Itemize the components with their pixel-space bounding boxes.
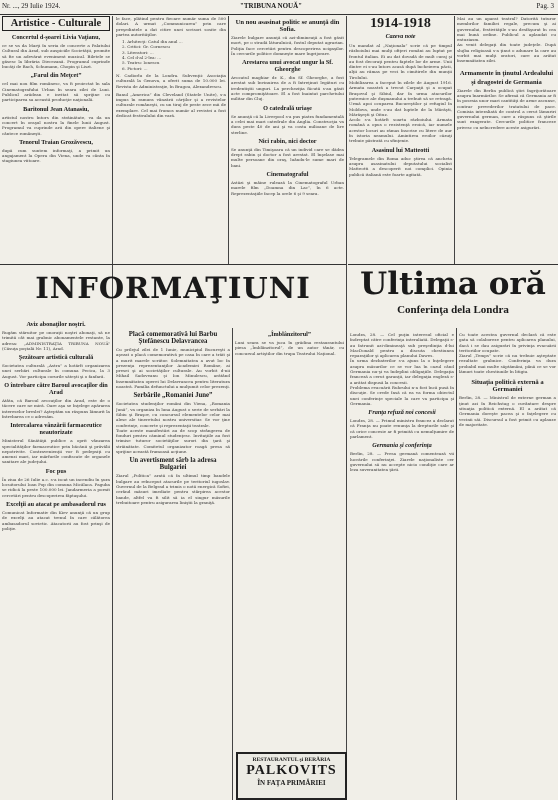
article-text: Au venit delegaţi din toate judeţele. După slujba religioasă s-a ţinut o adunare la care au vorbit mai mulţi oratori, care au arătat însemnătatea zilei. — [457, 42, 556, 64]
news-column — [231, 16, 344, 262]
column-rule — [232, 328, 233, 800]
article-heading: Situaţia politică externă a Germaniei — [471, 379, 544, 394]
history-title: 1914-1918 — [370, 16, 431, 31]
article-heading: Concertul d-şoarei Livia Vaţianu, — [11, 34, 101, 41]
article-heading: Şezătoare artistică culturală — [18, 354, 94, 362]
article-heading: Excelţii au atacat pe ambasadorul rus — [6, 500, 106, 508]
ad-line: RESTAURANTUL şi BERĂRIA — [252, 757, 331, 763]
article-heading: Baritonul Jean Atanasiu, — [23, 105, 89, 113]
restaurant-ad — [236, 752, 347, 800]
article-text: Ziarele bulgare anunţă că azi-dimineaţă a fost găsit mort, pe o stradă lăturalnică, fostul deputat agrarian. Poliţia face cercetări pentru descoperirea ucigaşilor. În cercurile politice domneşte mare îngrijorare. — [231, 35, 344, 56]
list-item: 1. Arhitecţi: Catul din anul ... — [122, 39, 183, 45]
article-text: Ziarul „Politica” arată că în ultimul timp bandele bulgare au reînceput atacurile pe teritoriul iugoslav. Guvernul de la Belgrad a trimis o notă energică Sofiei, cerând măsuri imediate pentru stârpirea acestor bande, altfel va fi silit să ia el singur măsurile trebuitoare pentru asigurarea liniştii la graniţă. — [116, 473, 230, 505]
article-heading: Arestarea unui avocat ungur la Sf. Gheorghe — [242, 59, 333, 74]
article-text: N. Cadiorlu de la Londra. Subvenţii: Asociaţia culturală la Genova, a oferit suma de 10.000 lei. Revista de Administraţie, în Bragou, Alexandrescu. — [116, 72, 226, 89]
article-text: ce se va da Marţi în seria de concerte a Palatului Cultural din Arad, sub auspiciile Societăţii, promite să fie un adevărat eveniment muzical. Biletele se găsesc la librăria Diecezană. Programul cuprinde bucăţi de Bach, Schumann, Chopin şi Liszt. — [2, 43, 110, 70]
article-text: Banul „America” din Cleveland (Statele Unite), s-a impus în ramura vânzării cărţilor şi a revistelor culturale româneşti, cu un tiraj de peste zece mii de exemplare. Cel mai frumos număr al revistei a fost dedicat festivalului din vară. — [116, 91, 226, 119]
ultima-ora-column-1 — [350, 332, 454, 800]
ad-line: ÎN FAŢA PRIMĂRIEI — [257, 779, 326, 787]
column-rule — [454, 16, 455, 264]
article-heading: Germania şi conferinţa — [372, 442, 432, 450]
list-item: 4. Cel d-al 2-lea: ... — [122, 55, 162, 61]
article-heading: O întrebare către Baroul avocaţilor din Arad — [4, 382, 108, 397]
masthead-title: "TRIBUNA NOUĂ" — [240, 2, 303, 10]
article-text: Mobilizarea a început în zilele de August 1916. Armata noastră a trecut Carpaţii şi a ocupat Braşovul şi Sibiul, dar în urma atacurilor puternice ale duşmanului a trebuit să se retragă. Urmă apoi ocuparea Bucureştilor şi refugiul în Moldova, unde s-au dat luptele de la Mărăşti, Mărăşeşti şi Oituz. — [349, 80, 452, 117]
article-heading: Un nou asasinat politic se anunţă din Sofia. — [235, 19, 340, 33]
column-rule — [228, 16, 229, 264]
column-rule — [456, 328, 457, 800]
article-text: Telegramele din Roma aduc ştirea că ancheta asupra asasinatului deputatului socialist Matteotti a descoperit noi complici. Opinia publică italiană este foarte agitată. — [349, 155, 452, 177]
article-text: Astăzi şi mâine rulează la Cinematograful Urban marele film „Doamna din Lac”, în 6 acte. Reprezentaţiile încep la orele 6 şi 9 seara. — [231, 180, 344, 196]
list-item: 5. Teatru: Ionescu — [122, 60, 160, 66]
article-heading: Intercalarea vânzării farmaceutice neautorizate — [10, 422, 102, 437]
list-item: 2. Critici: Gr. Cornescu — [122, 44, 170, 50]
awards-list — [116, 39, 226, 71]
article-text: Londra, 28. — Cel puţin interesul oficial e îndreptat către conferinţa interaliată. Delegaţii s-au întrunit azi-dimineaţă sub preşedinţia d-lui MacDonald pentru a discuta chestiunea reparaţiilor şi aplicarea planului Dawes. — [350, 332, 454, 359]
list-item: 6. Pictori: ... — [122, 65, 148, 71]
article-text: Cu prilejul zilei de 1 Iunie, municipiul Bucureşti a aşezat o placă comemorativă pe casa în care a trăit şi a murit marele scriitor. Solemnitatea a avut loc în prezenţa reprezentanţilor Academiei Române, ai presei şi ai societăţilor culturale. Au vorbit d-nii Mihail Sadoveanu şi Ion Minulescu, arătând însemnătatea operei lui Delavrancea pentru literatura noastră. Familia defunctului a mulţumit celor prezenţi. — [116, 347, 230, 390]
ultima-ora-subtitle: Conferinţa dela Londra — [397, 304, 509, 316]
article-text: Ziarele din Berlin publică ştiri îngrijorătoare asupra înarmărilor. Se afirmă că Germania ar fi în posesia unor mari cantităţi de arme ascunse, contrar prevederilor tratatului de pace. Comisia interaliată de control a cerut lămuriri guvernului german, care a răspuns că ştirile sunt exagerate. Cercurile politice franceze privesc cu neîncredere aceste asigurări. — [457, 87, 556, 130]
article-text: Luni seara se va juca în grădina restaurantului piesa „Îmblânzitorul”, de un autor tânăr, cu concursul artiştilor din trupa Teatrului Naţional. — [235, 340, 344, 356]
news-column-lower — [235, 328, 344, 748]
article-heading: Armamente în ţinutul Ardealului — [459, 69, 554, 77]
column-rule — [112, 16, 113, 264]
history-subtitle: Cazeva note — [385, 34, 416, 40]
article-text: Se anunţă din Timişoara că un individ care se dădea drept rabin şi doctor a fost arestat. El înşelase mai multe persoane din oraş, luându-le sume mari de bani. — [231, 146, 344, 168]
article-heading: Nici rabin, nici doctor — [258, 137, 317, 145]
masthead — [0, 0, 558, 15]
article-text: Se anunţă că la Liverpool s-a pus piatra fundamentală a celei mai mari catedrale din Anglia. Construcţia va dura peste 40 de ani şi va costa milioane de lire sterline. — [231, 113, 344, 135]
article-heading: Tenorul Traian Grozăvescu, — [19, 138, 93, 146]
article-heading: Placă comemorativă lui Barbu Ştefănescu Delavrancea — [128, 331, 218, 345]
article-heading: O catedrală uriaşe — [263, 104, 312, 112]
right-column — [457, 16, 556, 262]
article-heading: Aviz abonaţilor noştri. — [26, 321, 86, 328]
article-heading: Un avertisment sârb la adresa Bulgariei — [129, 457, 217, 472]
article-text: Londra, 28. — Primul ministru francez a declarat că Franţa nu poate renunţa la drepturile sale şi că orice concesie ar fi primită cu nemulţumire de parlament. — [350, 418, 454, 440]
article-text: le face, plătind pentru fiecare număr suma de 500 dolari. A urmat „Communicarea” prin care preşedintele a dat citire unei scrisori sosite din partea autorităţilor. — [116, 16, 226, 37]
informatiuni-title: INFORMAŢIUNI — [35, 271, 311, 305]
article-heading: Foc pus — [45, 467, 67, 475]
column-rule — [112, 264, 113, 800]
article-text: În ziua de 26 Iulie a.c. s-a iscat un incendiu în şura locuitorului Ioan Pop din comuna Micălaca. Paguba se ridică la peste 100.000 lei. Jandarmeria a pornit cercetări pentru descoperirea făptaşului. — [2, 476, 110, 498]
ultima-ora-title: Ultima oră — [360, 266, 546, 302]
column-rule — [346, 16, 347, 800]
ultima-ora-column-2 — [459, 332, 556, 800]
masthead-page: Pag. 3 — [536, 2, 554, 10]
article-text: Problema evacuării Ruhrului n-a fost încă pusă în discuţie. Se crede însă că ea va forma obiectul unei conferinţe speciale la care va participa şi Germania. — [350, 384, 454, 406]
article-text: Societatea culturală „Astra” a hotărît organizarea unei serbări culturale în comuna Pecica, la 3 August. Vor participa corurile săteşti şi o fanfară. — [2, 363, 110, 379]
article-heading: „Farul din Meţcet” — [30, 72, 82, 80]
article-text: Mai au un aparat teatral? Datorită tuturor membrilor familiei regale, precum şi ai guvernului, festivităţile s-au desfăşurat în cea mai bună ordine. Publicul a aplaudat cu entuziasm. — [457, 16, 556, 43]
article-text: Ministerul Sănătăţii publice a oprit vânzarea specialităţilor farmaceutice prin băcănii şi prăvălii nepotrivite. Contravenienţii vor fi pedepsiţi cu amenzi mari, iar mărfurile confiscate de organele sanitare ale judeţului. — [2, 438, 110, 465]
article-text: cel mai nou film românesc, va fi proiectat în sala Cinematografului Urban în seara zilei de Luni. Publicul arădean e invitat să sprijine cu participarea sa această producţie naţională. — [2, 81, 110, 103]
article-text: Ziarul „Temps” scrie că nu trebuie aşteptate rezultate grabnice. Conferinţa va dura probabil mai multe săptămâni, până ce se vor lămuri toate chestiunile în litigiu. — [459, 353, 556, 375]
article-text: Comunicat Informativ din Kiev anunţă că un grup de excelţi au atacat trenul în care călătorea ambasadorul sovietic. Atacatorii au fost prinşi de poliţie. — [2, 509, 110, 531]
article-heading: şi dragostei de Germania — [471, 78, 542, 86]
article-heading: Serbările „Romaniei June” — [133, 392, 213, 400]
article-text: Acolo s-a hotărît soarta războiului. Armata română a opus o rezistenţă eroică, iar numele acestor locuri au rămas înscrise cu litere de aur în istoria neamului. Amintirea eroilor căzuţi trebuie păstrată cu sfinţenie. — [349, 117, 452, 144]
article-text: Berlin, 28. — Ministrul de externe german a ţinut azi în Reichstag o cuvântare despre situaţia politică externă. El a arătat că Germania doreşte pacea şi o înţelegere cu vecinii săi. Discursul a fost primit cu aplauze de majoritate. — [459, 395, 556, 427]
artistice-title: Artistice - Culturale — [2, 16, 110, 31]
article-text: Berlin, 28. — Presa germană comentează vii lucrările conferinţei. Ziarele naţionaliste cer guvernului să nu accepte nicio condiţie care ar leza suveranitatea ţării. — [350, 451, 454, 473]
article-text: Toate aceste manifestări au de scop strângerea de fonduri pentru căminul studenţesc. Invitaţiile au fost trimise tuturor societăţilor surori din ţară şi străinătate. Comitetul organizator roagă presa să sprijine această frumoasă acţiune. — [116, 427, 230, 455]
article-heading: Cinematograful — [266, 171, 309, 179]
middle-column — [116, 328, 230, 800]
article-heading: Asasinul lui Matteotti — [371, 146, 430, 154]
history-section — [349, 16, 452, 262]
article-text: În urma dezbaterilor s-a ajuns la o înţelegere asupra măsurilor ce se vor lua în cazul când Germania nu-şi va îndeplini obligaţiile. Delegaţia franceză a cerut garanţii, iar delegaţia engleză s-a arătat dispusă la concesii. — [350, 358, 454, 385]
article-text: Un mandat al „Naţionala” scrie că pe timpul războiului mai mulţi ofiţeri români au luptat pe frontul italian. Ei au dat dovadă de mult curaj şi au fost decoraţi pentru faptele lor de arme. Unii dintre ei s-au întors acasă după încheierea păcii, alţii au rămas pe veci în cimitirele din munţii Tirolului. — [349, 43, 452, 80]
masthead-date: Nr. ..., 29 Iulie 1924. — [2, 2, 61, 10]
ad-name: PALKOVITS — [246, 763, 337, 778]
article-text: Rugăm stăruitor pe onoraţii noştri abonaţi, să ne trimită cât mai grabnic abonamentele restante, la adresa: „ADMINISTRAŢIA TRIBUNA NOUĂ” (Căsuţa poştală Nr. 11), Arad. — [2, 330, 110, 351]
list-item: 3. Literatori: ... — [122, 49, 154, 55]
article-heading: Franţa refuză noi concesii — [368, 409, 436, 417]
article-text: Cu toate acestea guvernul declară că este gata să colaboreze pentru aplicarea planului, dacă i se dau asigurări în privinţa evacuării teritoriilor ocupate. — [459, 332, 556, 353]
article-text: Societatea studenţilor români din Viena, „Romania Jună”, va organiza în luna August o serie de serbări la Sibiu şi Braşov, cu concursul elementelor celor mai alese ale tineretului nostru universitar. Se vor ţine conferinţe, concerte şi reprezentaţii teatrale. — [116, 401, 230, 428]
article-text: Avocatul maghiar dr. K., din Sf. Gheorghe, a fost arestat sub învinuirea de a fi întreţinut legături cu iredentiştii unguri. La percheziţia făcută s-au găsit acte compromiţătoare. El a fost înaintat parchetului militar din Cluj. — [231, 75, 344, 102]
artistice-section — [2, 16, 110, 262]
informatiuni-column — [2, 318, 110, 800]
article-text: Atâta, că Baroul avocaţilor din Arad, este de o tăcere care ne miră. Oare aşa se înţelege apărarea intereselor breslei? Aşteptăm un răspuns lămurit la întrebarea ce o adresăm. — [2, 398, 110, 419]
ultima-ora-banner — [348, 264, 558, 329]
article-text: artistul nostru întors din străinătate, va da un concert în oraşul nostru la finele lunii August. Programul va cuprinde arii din opere italiene şi cântece româneşti. — [2, 114, 110, 136]
article-heading: „Îmblânzitorul” — [268, 331, 311, 338]
article-text: după cum suntem informaţi, a primit un angajament la Opera din Viena, unde va cânta în stagiunea viitoare. — [2, 147, 110, 164]
artistice-continued — [116, 16, 226, 262]
